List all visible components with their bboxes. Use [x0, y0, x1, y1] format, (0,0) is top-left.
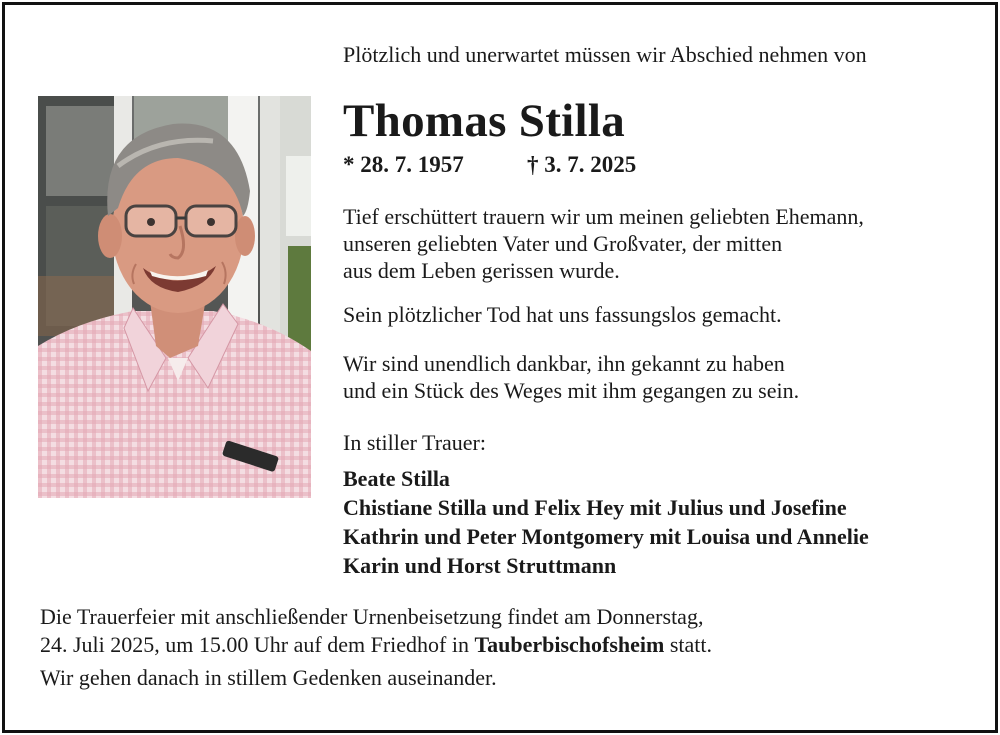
paragraph-shock [343, 301, 782, 328]
text-line: Wir sind unendlich dankbar, ihn gekannt zu haben [343, 351, 785, 376]
deceased-name: Thomas Stilla [343, 95, 626, 147]
text-line: aus dem Leben gerissen wurde. [343, 258, 620, 283]
mourners-list [343, 464, 869, 580]
funeral-end-text: statt. [664, 632, 713, 657]
funeral-info [40, 603, 712, 692]
intro-text: Plötzlich und unerwartet müssen wir Abschied nehmen von [343, 42, 867, 67]
mourner-entry: Kathrin und Peter Montgomery mit Louisa und Annelie [343, 524, 869, 549]
text-line: und ein Stück des Weges mit ihm gegangen zu sein. [343, 378, 800, 403]
funeral-line: Wir gehen danach in stillem Gedenken auseinander. [40, 665, 497, 690]
birth-date: * 28. 7. 1957 [343, 152, 464, 177]
text-line: Tief erschüttert trauern wir um meinen geliebten Ehemann, [343, 204, 864, 229]
mourner-entry: Beate Stilla [343, 466, 450, 491]
mourner-entry: Chistiane Stilla und Felix Hey mit Julius und Josefine [343, 495, 847, 520]
mourner-entry: Karin und Horst Struttmann [343, 553, 617, 578]
mourning-label: In stiller Trauer: [343, 430, 486, 455]
funeral-line: Die Trauerfeier mit anschließender Urnenbeisetzung findet am Donnerstag, [40, 604, 704, 629]
funeral-place: Tauberbischofsheim [474, 632, 665, 657]
death-date: † 3. 7. 2025 [527, 152, 637, 177]
text-line: Sein plötzlicher Tod hat uns fassungslos gemacht. [343, 302, 782, 327]
funeral-line [40, 631, 712, 659]
funeral-date-text: 24. Juli 2025, um 15.00 Uhr auf dem Friedhof in [40, 632, 475, 657]
paragraph-gratitude [343, 350, 799, 404]
paragraph-mourning [343, 203, 864, 284]
text-line: unseren geliebten Vater und Großvater, der mitten [343, 231, 783, 256]
portrait-photo [38, 96, 311, 498]
